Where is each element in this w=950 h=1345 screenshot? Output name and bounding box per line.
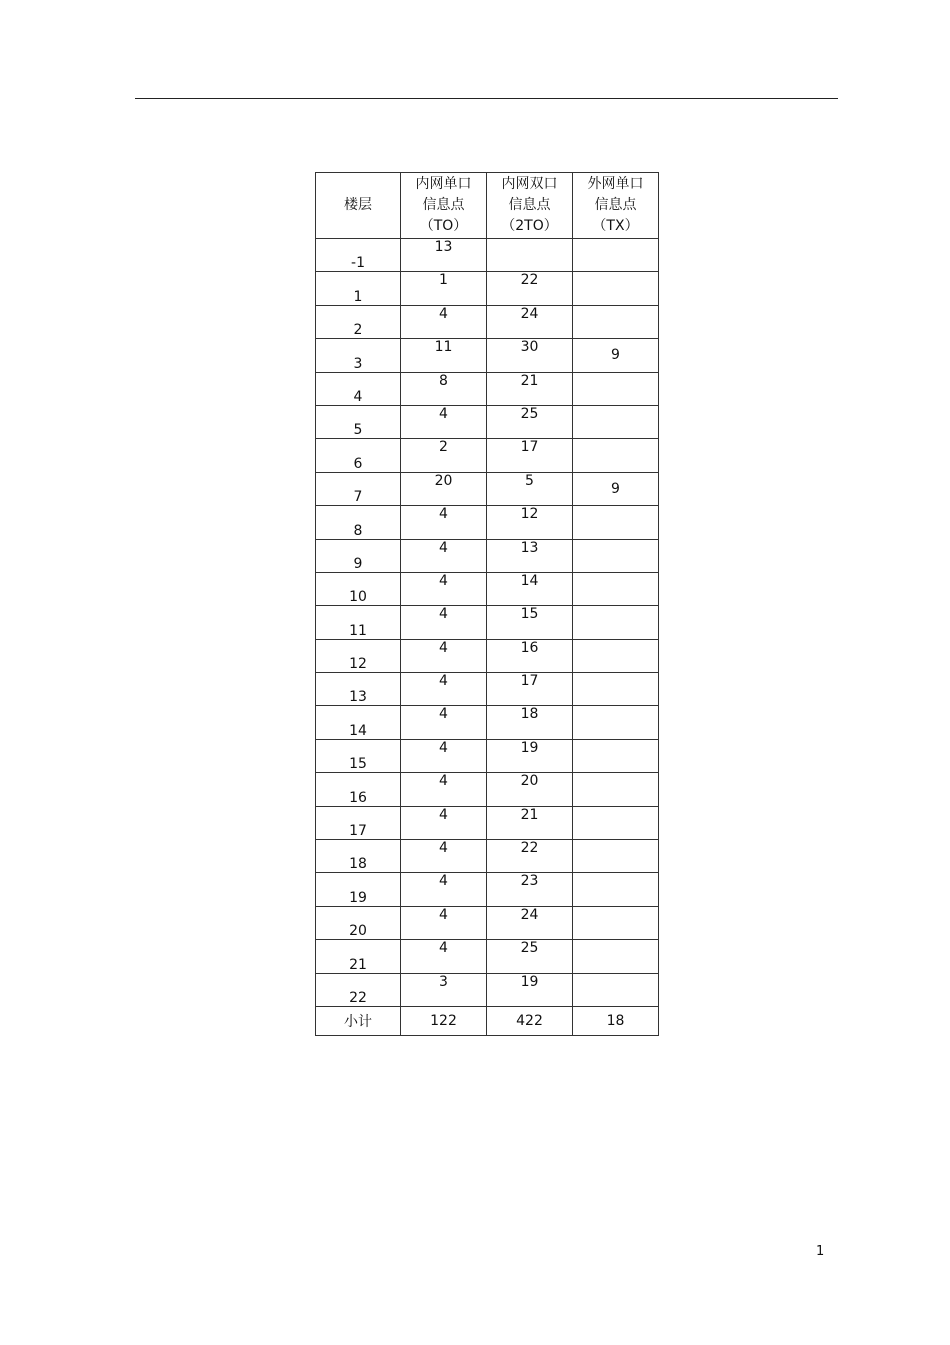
floor-cell: 7 (316, 472, 401, 505)
floor-cell: -1 (316, 239, 401, 272)
internal-double-cell: 15 (487, 606, 573, 639)
internal-single-cell: 2 (401, 439, 487, 472)
floor-cell: 20 (316, 906, 401, 939)
external-single-cell (573, 806, 659, 839)
table-row (316, 439, 659, 472)
floor-cell: 18 (316, 840, 401, 873)
table-row (316, 773, 659, 806)
floor-cell: 17 (316, 806, 401, 839)
external-single-cell (573, 572, 659, 605)
floor-cell: 19 (316, 873, 401, 906)
table-row (316, 706, 659, 739)
internal-double-cell: 25 (487, 405, 573, 438)
external-single-cell (573, 873, 659, 906)
internal-single-cell: 4 (401, 806, 487, 839)
external-single-cell (573, 973, 659, 1006)
external-single-cell (573, 940, 659, 973)
internal-double-cell (487, 239, 573, 272)
external-single-cell (573, 606, 659, 639)
table-row (316, 572, 659, 605)
table-row (316, 539, 659, 572)
table-row (316, 873, 659, 906)
internal-single-cell: 4 (401, 506, 487, 539)
table-row (316, 806, 659, 839)
external-single-cell (573, 305, 659, 338)
table-header-row (316, 173, 659, 239)
internal-single-cell: 4 (401, 940, 487, 973)
internal-single-cell: 4 (401, 906, 487, 939)
total-row (316, 1006, 659, 1035)
internal-double-cell: 16 (487, 639, 573, 672)
internal-double-cell: 22 (487, 840, 573, 873)
internal-single-cell: 4 (401, 706, 487, 739)
header-internal-double: 内网双口 信息点 （2TO） (487, 173, 573, 239)
internal-double-cell: 24 (487, 305, 573, 338)
internal-double-cell: 25 (487, 940, 573, 973)
internal-double-cell: 12 (487, 506, 573, 539)
external-single-cell (573, 506, 659, 539)
table-row (316, 639, 659, 672)
internal-double-cell: 14 (487, 572, 573, 605)
external-single-cell (573, 673, 659, 706)
external-single-cell (573, 405, 659, 438)
table-row (316, 305, 659, 338)
floor-cell: 22 (316, 973, 401, 1006)
header-floor: 楼层 (316, 173, 401, 239)
table-row (316, 506, 659, 539)
internal-double-cell: 30 (487, 339, 573, 372)
total-label: 小计 (316, 1006, 401, 1035)
external-single-cell (573, 706, 659, 739)
internal-double-cell: 21 (487, 806, 573, 839)
internal-double-cell: 17 (487, 673, 573, 706)
floor-cell: 1 (316, 272, 401, 305)
internal-double-cell: 22 (487, 272, 573, 305)
internal-single-cell: 20 (401, 472, 487, 505)
internal-double-cell: 17 (487, 439, 573, 472)
header-external-single: 外网单口 信息点 （TX） (573, 173, 659, 239)
external-single-cell (573, 439, 659, 472)
floor-cell: 16 (316, 773, 401, 806)
table-row (316, 272, 659, 305)
table-row (316, 973, 659, 1006)
floor-cell: 12 (316, 639, 401, 672)
floor-cell: 15 (316, 739, 401, 772)
internal-single-cell: 4 (401, 305, 487, 338)
internal-double-cell: 20 (487, 773, 573, 806)
internal-double-cell: 24 (487, 906, 573, 939)
page-number: 1 (816, 1244, 825, 1259)
internal-double-cell: 5 (487, 472, 573, 505)
floor-cell: 6 (316, 439, 401, 472)
internal-single-cell: 13 (401, 239, 487, 272)
total-external-single: 18 (573, 1006, 659, 1035)
external-single-cell: 9 (573, 339, 659, 372)
internal-double-cell: 19 (487, 739, 573, 772)
table-row (316, 339, 659, 372)
total-internal-single: 122 (401, 1006, 487, 1035)
internal-single-cell: 4 (401, 673, 487, 706)
external-single-cell (573, 739, 659, 772)
floor-cell: 21 (316, 940, 401, 973)
floor-cell: 11 (316, 606, 401, 639)
internal-single-cell: 4 (401, 606, 487, 639)
floor-cell: 8 (316, 506, 401, 539)
table-row (316, 739, 659, 772)
internal-single-cell: 4 (401, 639, 487, 672)
external-single-cell (573, 639, 659, 672)
internal-single-cell: 4 (401, 539, 487, 572)
floor-cell: 9 (316, 539, 401, 572)
table-row (316, 372, 659, 405)
internal-single-cell: 4 (401, 840, 487, 873)
internal-single-cell: 4 (401, 405, 487, 438)
table-row (316, 906, 659, 939)
floor-cell: 4 (316, 372, 401, 405)
floor-cell: 2 (316, 305, 401, 338)
internal-single-cell: 4 (401, 739, 487, 772)
floor-cell: 13 (316, 673, 401, 706)
internal-single-cell: 4 (401, 773, 487, 806)
external-single-cell (573, 239, 659, 272)
internal-double-cell: 19 (487, 973, 573, 1006)
internal-double-cell: 21 (487, 372, 573, 405)
internal-single-cell: 8 (401, 372, 487, 405)
internal-single-cell: 4 (401, 873, 487, 906)
table-row (316, 673, 659, 706)
internal-double-cell: 23 (487, 873, 573, 906)
internal-single-cell: 4 (401, 572, 487, 605)
internal-single-cell: 3 (401, 973, 487, 1006)
floor-cell: 14 (316, 706, 401, 739)
table-row (316, 606, 659, 639)
external-single-cell (573, 539, 659, 572)
header-rule (135, 98, 838, 99)
floor-cell: 3 (316, 339, 401, 372)
floor-cell: 5 (316, 405, 401, 438)
external-single-cell: 9 (573, 472, 659, 505)
internal-single-cell: 1 (401, 272, 487, 305)
table-row (316, 940, 659, 973)
table-row (316, 840, 659, 873)
info-point-table (315, 172, 659, 1036)
external-single-cell (573, 773, 659, 806)
table-row (316, 239, 659, 272)
header-internal-single: 内网单口 信息点 （TO） (401, 173, 487, 239)
external-single-cell (573, 372, 659, 405)
floor-cell: 10 (316, 572, 401, 605)
external-single-cell (573, 906, 659, 939)
internal-double-cell: 13 (487, 539, 573, 572)
internal-double-cell: 18 (487, 706, 573, 739)
external-single-cell (573, 272, 659, 305)
external-single-cell (573, 840, 659, 873)
table-row (316, 405, 659, 438)
table-body (316, 239, 659, 1007)
internal-single-cell: 11 (401, 339, 487, 372)
total-internal-double: 422 (487, 1006, 573, 1035)
table-row (316, 472, 659, 505)
